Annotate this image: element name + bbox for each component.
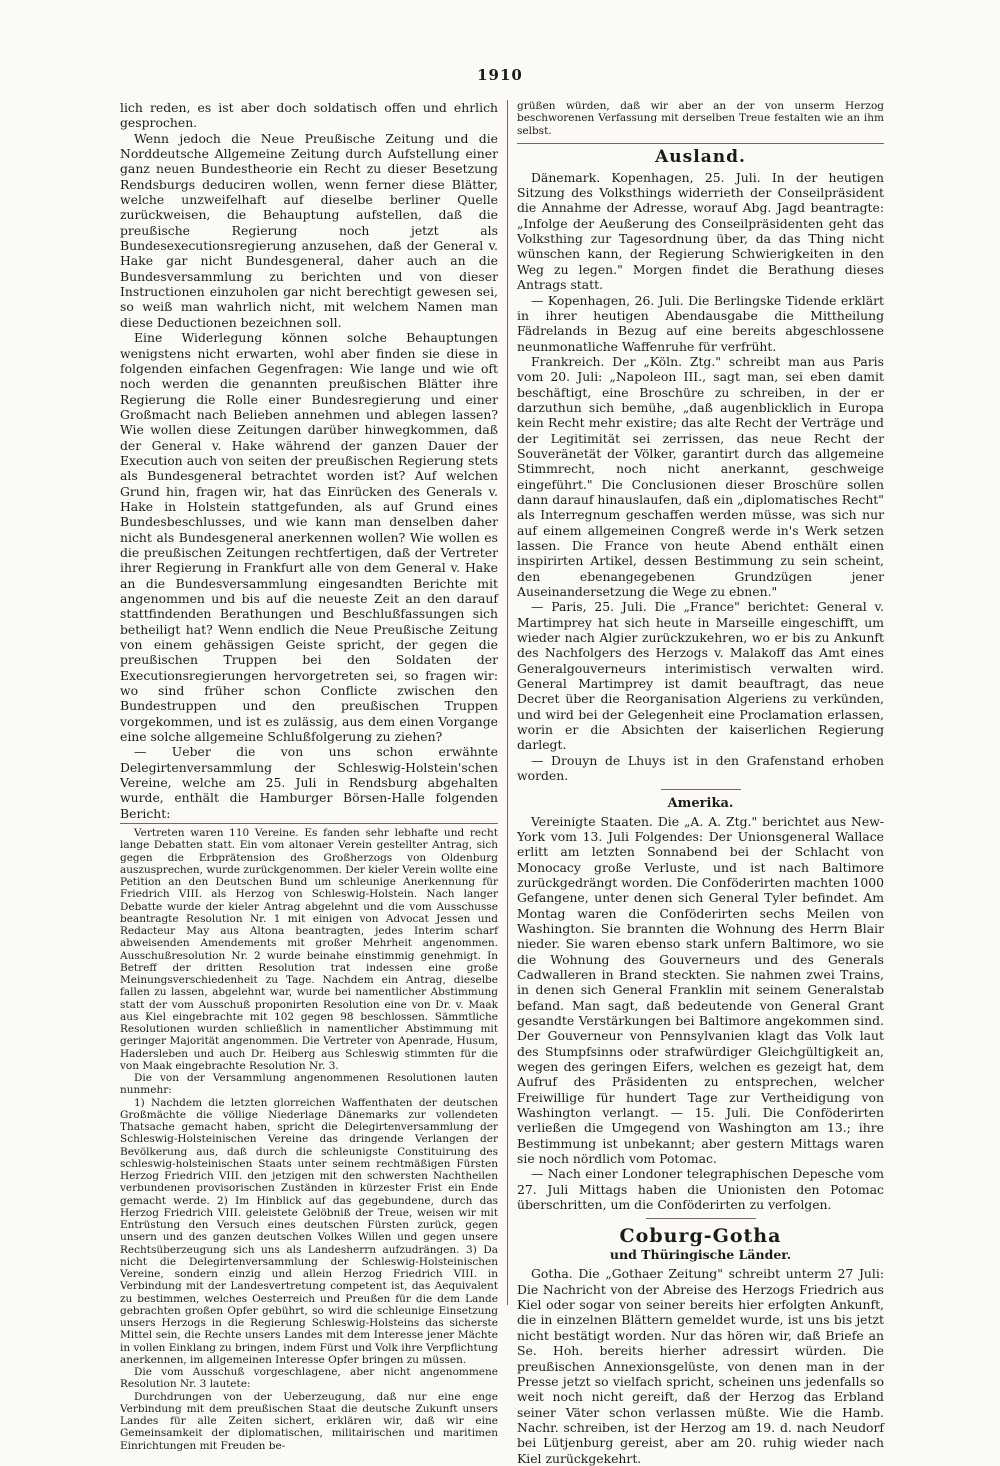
paragraph: Frankreich. Der „Köln. Ztg." schreibt man aus Paris vom 20. Juli: „Napoleon III., sagt man, sei eben damit beschäftigt, eine Broschüre zu schreiben, in der er darzuthun sich bemühe, „daß augenblicklich in Europa kein Recht mehr existire; das alte Recht der Verträge und der Legitimität sei zerrissen, das neue Recht der Souveränetät der Völker, garantirt durch das allgemeine Stimmrecht, noch nicht anerkannt, geschweige eingeführt." Die Conclusionen dieser Broschüre sollen dann darauf hinauslaufen, daß ein „diplomatisches Recht" als Interregnum geschaffen werden müsse, was sich nur auf einem allgemeinen Congreß werde in's Werk setzen lassen. Die France von heute Abend enthält einen inspirirten Artikel, dessen Bestimmung zu sein scheint, den ebenangegebenen Grundzügen jener Auseinandersetzung die Wege zu ebnen." bbox=[517, 353, 884, 600]
report-paragraph: 1) Nachdem die letzten glorreichen Waffenthaten der deutschen Großmächte die völlige Niederlage Dänemarks zur vollendeten Thatsache gemacht haben, spricht die Delegirtenversammlung der Schleswig-Holsteinischen Vereine das dringende Verlangen der Bevölkerung aus, daß durch die schleunigste Constituirung des schleswig-holsteinischen Staats unter seinem rechtmäßigen Fürsten Herzog Friedrich VIII. den jetzigen mit den schwersten Nachtheilen verbundenen provisorischen Zuständen in kürzester Frist ein Ende gemacht werde. 2) Im Hinblick auf das gegebundene, durch das Herzog Friedrich VIII. geleistete Gelöbniß der Treue, weisen wir mit Entrüstung den Versuch eines deutschen Fürsten zurück, gegen unsern und des ganzen deutschen Volkes Willen und gegen unsere Rechtsüberzeugung sich uns als Landesherrn aufzudrängen. 3) Da nicht die Delegirtenversammlung der Schleswig-Holsteinischen Vereine, sondern einzig und allein Herzog Friedrich VIII. in Verbindung mit der Landesvertretung competent ist, das Aequivalent zu bestimmen, welches Oesterreich und Preußen für die dem Lande gebrachten großen Opfer gebührt, so wird die schleunige Einsetzung unsers Herzogs in die Regierung Schleswig-Holsteins das sicherste Mittel sein, die Rechte unsers Landes mit dem Interesse jener Mächte in vollen Einklang zu bringen, indem Fürst und Volk ihre Verpflichtung anerkennen, im allgemeinen Interesse Opfer bringen zu müssen. bbox=[120, 1096, 498, 1366]
report-paragraph: Die vom Ausschuß vorgeschlagene, aber nicht angenommene Resolution Nr. 3 lautete: bbox=[120, 1366, 498, 1391]
section-heading-amerika: Amerika. bbox=[667, 795, 734, 811]
divider bbox=[661, 789, 741, 790]
divider bbox=[120, 823, 498, 824]
report-paragraph: Durchdrungen von der Ueberzeugung, daß nur eine enge Verbindung mit dem preußischen Staat die deutsche Zukunft unsers Landes für alle Zeiten sichert, erklären wir, daß wir eine Gemeinsamkeit der diplomatischen, militairischen und maritimen Einrichtungen mit Freuden be- bbox=[120, 1390, 498, 1452]
paragraph: — Ueber die von uns schon erwähnte Delegirtenversammlung der Schleswig-Holstein'schen Vereine, welche am 25. Juli in Rendsburg abgehalten wurde, enthält die Hamburger Börsen-Halle folgenden Bericht: bbox=[120, 744, 498, 821]
report-paragraph: Die von der Versammlung angenommenen Resolutionen lauten nunmehr: bbox=[120, 1072, 498, 1097]
paragraph: Vereinigte Staaten. Die „A. A. Ztg." berichtet aus New-York vom 13. Juli Folgendes: Der Unionsgeneral Wallace erlitt am letzten Sonnabend bei der Schlacht von Monocacy große Verluste, und ist nach Baltimore zurückgedrängt worden. Die Conföderirten machten 1000 Gefangene, unter denen sich General Tyler befindet. Am Montag waren die Conföderirten sechs Meilen von Washington. Sie brannten die Wohnung des Herrn Blair nieder. Sie waren ebenso stark unfern Baltimore, wo sie die Wohnung des Gouverneurs und des Generals Cadwalleren in Brand steckten. Sie nahmen zwei Trains, in denen sich General Franklin mit seinem Generalstab befand. Man sagt, daß bedeutende von General Grant gesandte Verstärkungen bei Baltimore angekommen sind. Der Gouverneur von Pennsylvanien klagt das Volk laut des Stumpfsinns oder strafwürdiger Gleichgültigkeit an, wegen des geringen Eifers, welchen es gezeigt hat, dem Aufruf des Präsidenten zu entsprechen, welcher Freiwillige für hundert Tage zur Vertheidigung von Washington verlangt. — 15. Juli. Die Conföderirten verließen die Umgegend von Washington am 13.; ihre Bestimmung ist unbekannt; aber gestern Mittags waren sie noch nördlich vom Potomac. bbox=[517, 813, 884, 1167]
paragraph: Dänemark. Kopenhagen, 25. Juli. In der heutigen Sitzung des Volksthings widerrieth der Conseilpräsident die Annahme der Adresse, worauf Abg. Jagd beantragte: „Infolge der Aeußerung des Conseilpräsidenten geht das Volksthing zur Tagesordnung über, da das Thing nicht wünschen kann, der Regierung Schwierigkeiten in den Weg zu legen." Morgen findet die Berathung dieses Antrags statt. bbox=[517, 169, 884, 293]
paragraph: Gotha. Die „Gothaer Zeitung" schreibt unterm 27 Juli: Die Nachricht von der Abreise des Herzogs Friedrich aus Kiel oder sogar von seiner bereits hier erfolgten Ankunft, die in einzelnen Blättern gemeldet wurde, ist uns bis jetzt nicht bestätigt worden. Nur das hören wir, daß Briefe an Se. Hoh. bereits hierher adressirt würden. Die preußischen Annexionsgelüste, von denen man in der Presse jetzt so vielfach spricht, scheinen uns jedenfalls so weit noch nicht gereift, daß der Herzog das Erbland seiner Väter schon verlassen müßte. Wie die Hamb. Nachr. schreiben, ist der Herzog am 19. d. nach Neudorf bei Lütjenburg gereist, aber am 20. ruhig wieder nach Kiel zurückgekehrt. bbox=[517, 1266, 884, 1466]
section-heading-ausland: Ausland. bbox=[655, 146, 746, 167]
paragraph: — Paris, 25. Juli. Die „France" berichtet: General v. Martimprey hat sich heute in Marseille eingeschifft, um wieder nach Algier zurückzukehren, wo er bis zu Ankunft des Nachfolgers des Herzogs v. Malakoff das Amt eines Generalgouverneurs interimistisch verwalten wird. General Martimprey ist damit beauftragt, das neue Decret über die Reorganisation Algeriens zu verkünden, und wird bei der Gelegenheit eine Proclamation erlassen, worin er die Absichten der kaiserlichen Regierung darlegt. bbox=[517, 599, 884, 753]
divider bbox=[517, 143, 884, 144]
paragraph: — Kopenhagen, 26. Juli. Die Berlingske Tidende erklärt in ihrer heutigen Abendausgabe die Mittheilung Fädrelands in Bezug auf eine bereits abgeschlossene neunmonatliche Waffenruhe für verfrüht. bbox=[517, 292, 884, 354]
column-divider bbox=[507, 100, 508, 1305]
paragraph: — Drouyn de Lhuys ist in den Grafenstand erhoben worden. bbox=[517, 752, 884, 784]
page-number: 1910 bbox=[477, 66, 523, 84]
left-column bbox=[120, 100, 498, 1452]
section-heading-coburg-gotha: Coburg-Gotha bbox=[619, 1225, 782, 1248]
right-column bbox=[517, 100, 884, 1466]
paragraph: — Nach einer Londoner telegraphischen Depesche vom 27. Juli Mittags haben die Unionisten den Potomac überschritten, um die Conföderirten zu verfolgen. bbox=[517, 1166, 884, 1213]
report-paragraph: Vertreten waren 110 Vereine. Es fanden sehr lebhafte und recht lange Debatten statt. Ein vom altonaer Verein gestellter Antrag, sich gegen die Erbprätension des Großherzogs von Oldenburg auszusprechen, wurde zurückgenommen. Der kieler Verein wollte eine Petition an den Deutschen Bund um schleunige Anerkennung für Friedrich VIII. als Herzog von Schleswig-Holstein. Nach langer Debatte wurde der kieler Antrag abgelehnt und die vom Ausschusse beantragte Resolution Nr. 1 mit einigen von Advocat Jessen und Redacteur May aus Altona beantragten, jedes Interim scharf abweisenden Amendements mit großer Mehrheit angenommen. Ausschußresolution Nr. 2 wurde beinahe einstimmig genehmigt. In Betreff der dritten Resolution trat indessen eine große Meinungsverschiedenheit zu Tage. Nachdem ein Antrag, dieselbe fallen zu lassen, abgelehnt war, wurde bei namentlicher Abstimmung statt der vom Ausschuß proponirten Resolution eine von Dr. v. Maak aus Kiel eingebrachte mit 102 gegen 98 beschlossen. Sämmtliche Resolutionen wurden schließlich in namentlicher Abstimmung mit geringer Majorität angenommen. Die Vertreter von Apenrade, Husum, Hadersleben und auch Dr. Heiberg aus Schleswig stimmten für die von Maak eingebrachte Resolution Nr. 3. bbox=[120, 827, 499, 1072]
divider bbox=[646, 1218, 756, 1219]
continued-paragraph: grüßen würden, daß wir aber an der von unserm Herzog beschworenen Verfassung mit derselben Treue festalten wie an ihm selbst. bbox=[517, 100, 884, 137]
section-subheading: und Thüringische Länder. bbox=[609, 1247, 792, 1263]
paragraph: lich reden, es ist aber doch soldatisch offen und ehrlich gesprochen. bbox=[120, 100, 498, 131]
paragraph: Eine Widerlegung können solche Behauptungen wenigstens nicht erwarten, wohl aber finden sie diese in folgenden einfachen Gegenfragen: Wie lange und wie oft noch werden die genannten preußischen Blätter ihre Regierung die Rolle einer Bundesregierung und einer Großmacht nach Belieben annehmen und ablegen lassen? Wie wollen diese Zeitungen darüber hinwegkommen, daß der General v. Hake während der ganzen Dauer der Execution auch von seiten der preußischen Regierung stets als Bundesgeneral betrachtet worden ist? Auf welchen Grund hin, fragen wir, hat das Einrücken des Generals v. Hake in Holstein stattgefunden, als auf Grund eines Bundesbeschlusses, und wie kann man denselben daher nicht als Bundesgeneral anerkennen wollen? Wie wollen es die preußischen Zeitungen rechtfertigen, daß der Vertreter ihrer Regierung in Frankfurt alle von dem General v. Hake an die Bundesversammlung eingesandten Berichte mit angenommen und bis auf die neueste Zeit an den darauf stattfindenden Berathungen und Beschlußfassungen sich betheiligt hat? Wenn endlich die Neue Preußische Zeitung von einem gehässigen Geiste spricht, der gegen die preußischen Truppen bei den Soldaten der Executionsregierungen hervorgetreten sei, so fragen wir: wo sind früher schon Conflicte zwischen den Bundestruppen und den preußischen Truppen vorgekommen, und ist es zulässig, aus dem einen Vorgange eine solche allgemeine Schlußfolgerung zu ziehen? bbox=[120, 330, 498, 745]
paragraph: Wenn jedoch die Neue Preußische Zeitung und die Norddeutsche Allgemeine Zeitung durch Aufstellung einer ganz neuen Bundestheorie ein Recht zu dieser Besetzung Rendsburgs deduciren wollen, wenn ferner diese Blätter, welche unzweifelhaft auf dieselbe berliner Quelle zurückweisen, die Behauptung aufstellen, daß die preußische Regierung noch jetzt als Bundesexecutionsregierung anzusehen, daß der General v. Hake gar nicht Bundesgeneral, daher auch an die Bundesversammlung zu berichten und von dieser Instructionen einzuholen gar nicht berechtigt gewesen sei, so weiß man wahrlich nicht, mit welchem Namen man diese Deductionen bezeichnen soll. bbox=[120, 130, 498, 330]
